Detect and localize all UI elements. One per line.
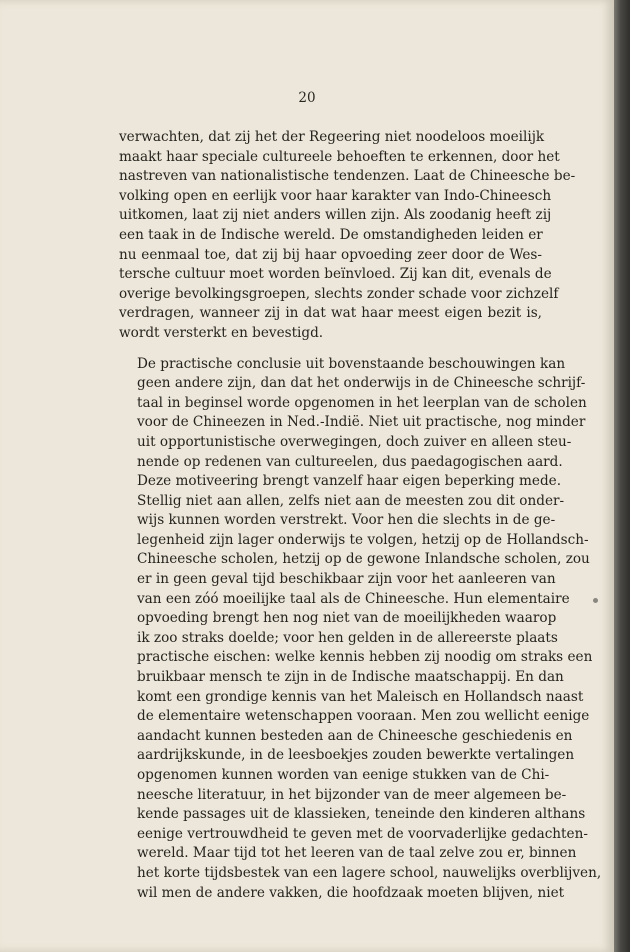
text-line: verdragen, wanneer zij in dat wat haar meest eigen bezit is, xyxy=(119,305,542,322)
text-line: De practische conclusie uit bovenstaande beschouwingen kan xyxy=(137,355,566,372)
text-line: kende passages uit de klassieken, teneinde den kinderen althans xyxy=(137,806,586,823)
text-line: maakt haar speciale cultureele behoeften te erkennen, door het xyxy=(119,148,560,165)
text-line: de elementaire wetenschappen vooraan. Men zou wellicht eenige xyxy=(137,708,590,725)
text-line: Deze motiveering brengt vanzelf haar eigen beperking mede. xyxy=(137,473,562,490)
paragraph-2 xyxy=(119,355,602,904)
text-line: nastreven van nationalistische tendenzen. Laat de Chineesche be- xyxy=(119,168,576,185)
text-line: overige bevolkingsgroepen, slechts zonder schade voor zichzelf xyxy=(119,285,559,302)
book-edge xyxy=(614,0,630,952)
text-line: een taak in de Indische wereld. De omstandigheden leiden er xyxy=(119,226,543,243)
text-line: wereld. Maar tijd tot het leeren van de taal zelve zou er, binnen xyxy=(137,845,577,862)
text-line: ik zoo straks doelde; voor hen gelden in de allereerste plaats xyxy=(137,629,558,646)
text-line: geen andere zijn, dan dat het onderwijs in de Chineesche schrijf- xyxy=(137,375,586,392)
text-line: bruikbaar mensch te zijn in de Indische maatschappij. En dan xyxy=(137,669,564,686)
text-line: Chineesche scholen, hetzij op de gewone Inlandsche scholen, zou xyxy=(137,551,590,568)
page-number: 20 xyxy=(298,90,316,106)
page-mark xyxy=(593,598,598,603)
body-text xyxy=(119,128,602,903)
text-line: tersche cultuur moet worden beïnvloed. Zij kan dit, evenals de xyxy=(119,266,552,283)
text-line: wijs kunnen worden verstrekt. Voor hen die slechts in de ge- xyxy=(137,512,556,529)
text-line: uitkomen, laat zij niet anders willen zijn. Als zoodanig heeft zij xyxy=(119,207,552,224)
text-line: nende op redenen van cultureelen, dus paedagogischen aard. xyxy=(137,453,563,470)
text-line: wordt versterkt en bevestigd. xyxy=(119,324,324,341)
text-line: opgenomen kunnen worden van eenige stukken van de Chi- xyxy=(137,767,550,783)
text-line: verwachten, dat zij het der Regeering niet noodeloos moeilijk xyxy=(119,129,545,145)
text-line: van een zóó moeilijke taal als de Chineesche. Hun elementaire xyxy=(137,590,570,607)
text-line: wil men de andere vakken, die hoofdzaak moeten blijven, niet xyxy=(137,884,565,901)
text-line: er in geen geval tijd beschikbaar zijn voor het aanleeren van xyxy=(137,571,556,588)
text-line: practische eischen: welke kennis hebben zij noodig om straks een xyxy=(137,649,593,666)
text-line: taal in beginsel worde opgenomen in het leerplan van de scholen xyxy=(137,394,587,411)
text-line: neesche literatuur, in het bijzonder van de meer algemeen be- xyxy=(137,786,567,803)
text-line: aandacht kunnen besteden aan de Chineesche geschiedenis en xyxy=(137,727,573,744)
text-line: eenige vertrouwdheid te geven met de voorvaderlijke gedachten- xyxy=(137,825,588,842)
text-line: volking open en eerlijk voor haar karakter van Indo-Chineesch xyxy=(119,187,552,204)
text-line: opvoeding brengt hen nog niet van de moeilijkheden waarop xyxy=(137,610,557,627)
text-line: komt een grondige kennis van het Maleisch en Hollandsch naast xyxy=(137,688,584,705)
text-line: Stellig niet aan allen, zelfs niet aan de meesten zou dit onder- xyxy=(137,492,565,509)
paragraph-1 xyxy=(119,128,576,344)
text-line: nu eenmaal toe, dat zij bij haar opvoeding zeer door de Wes- xyxy=(119,246,542,263)
text-line: aardrijkskunde, in de leesboekjes zouden bewerkte vertalingen xyxy=(137,747,575,764)
text-line: legenheid zijn lager onderwijs te volgen, hetzij op de Hollandsch- xyxy=(137,531,589,548)
text-line: voor de Chineezen in Ned.-Indië. Niet uit practische, nog minder xyxy=(137,414,586,431)
text-line: het korte tijdsbestek van een lagere school, nauwelijks overblijven, xyxy=(137,864,602,881)
text-line: uit opportunistische overwegingen, doch zuiver en alleen steu- xyxy=(137,433,572,450)
